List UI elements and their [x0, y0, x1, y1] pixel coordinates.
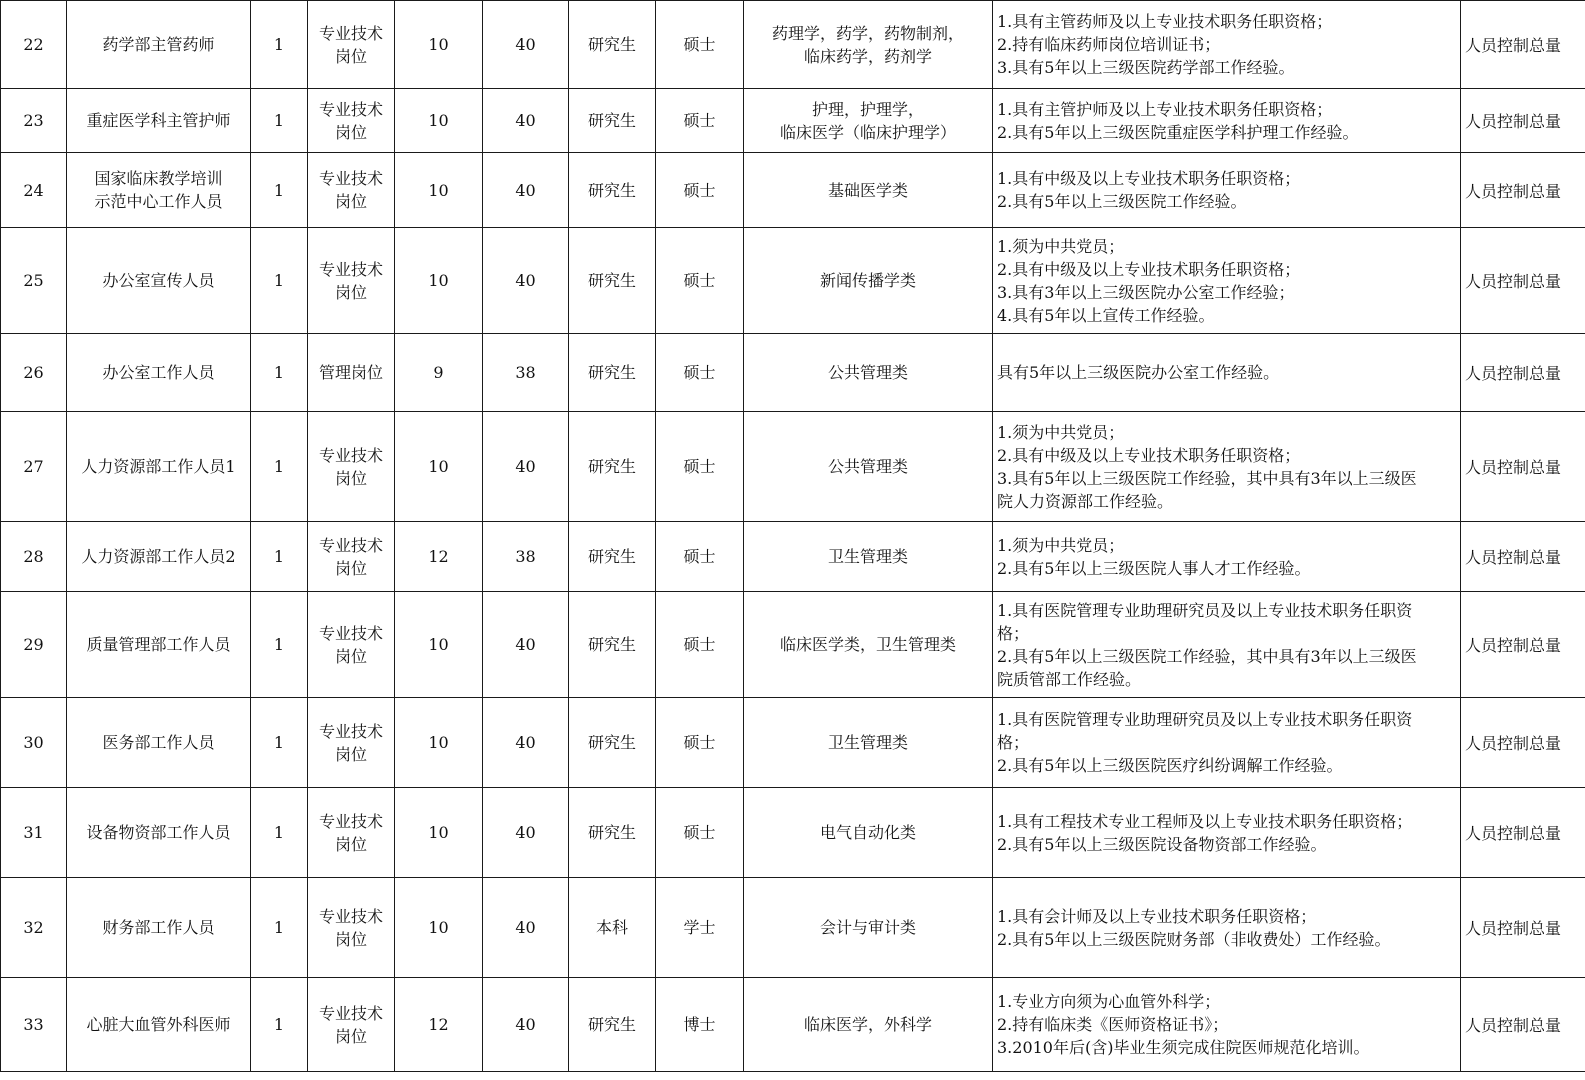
post-name-cell: [67, 978, 251, 1072]
major-cell-line: 卫生管理类: [827, 547, 908, 566]
post-name-cell: [67, 698, 251, 788]
table-row: [1, 1, 1585, 89]
post-type-cell-line: 专业技术: [318, 906, 383, 926]
post-type-cell: [308, 1, 395, 89]
age-limit-cell: 38: [483, 522, 569, 592]
education-cell: 研究生: [569, 592, 656, 698]
post-type-cell-line: 管理岗位: [318, 363, 383, 382]
post-name-cell-line: 药学部主管药师: [102, 35, 215, 54]
table-row: [1, 978, 1585, 1072]
row-number-cell: 24: [1, 153, 67, 228]
post-type-cell-line: 岗位: [334, 122, 367, 142]
post-name-cell-line: 心脏大血管外科医师: [86, 1015, 231, 1034]
requirements-cell-line: 格；: [997, 733, 1030, 752]
major-cell-line: 基础医学类: [827, 180, 908, 200]
major-cell: [744, 698, 993, 788]
major-cell-line: 临床医学，外科学: [803, 1015, 932, 1034]
table-row: [1, 592, 1585, 698]
post-type-cell-line: 岗位: [334, 192, 367, 211]
requirements-cell-line: 格；: [997, 623, 1030, 643]
post-name-cell-line: 示范中心工作人员: [94, 192, 223, 211]
age-limit-cell: 38: [483, 334, 569, 412]
requirements-cell-line: 2.具有5年以上三级医院工作经验。: [997, 192, 1247, 211]
post-grade-cell: 10: [395, 592, 483, 698]
post-name-cell: [67, 334, 251, 412]
headcount-cell: 1: [251, 592, 308, 698]
major-cell: [744, 89, 993, 153]
post-type-cell-line: 岗位: [334, 929, 367, 949]
table-row: [1, 412, 1585, 522]
post-type-cell: [308, 89, 395, 153]
row-number-cell: 27: [1, 412, 67, 522]
post-name-cell-line: 办公室宣传人员: [102, 271, 215, 290]
post-name-cell: [67, 1, 251, 89]
requirements-cell-line: 院人力资源部工作经验。: [997, 491, 1174, 511]
headcount-cell: 1: [251, 978, 308, 1072]
headcount-cell: 1: [251, 698, 308, 788]
requirements-cell: [993, 978, 1461, 1072]
post-type-cell-line: 专业技术: [318, 445, 383, 465]
requirements-cell-line: 2.具有中级及以上专业技术职务任职资格；: [997, 445, 1301, 465]
post-name-cell-line: 办公室工作人员: [102, 363, 215, 382]
post-name-cell: [67, 592, 251, 698]
post-type-cell-line: 专业技术: [318, 721, 383, 741]
staffing-note-cell: 人员控制总量: [1461, 878, 1585, 978]
major-cell-line: 会计与审计类: [819, 918, 916, 937]
headcount-cell: 1: [251, 878, 308, 978]
requirements-cell-line: 1.具有主管药师及以上专业技术职务任职资格；: [997, 12, 1333, 31]
major-cell: [744, 1, 993, 89]
staffing-note-cell: 人员控制总量: [1461, 698, 1585, 788]
age-limit-cell: 40: [483, 1, 569, 89]
major-cell: [744, 978, 993, 1072]
table-body: [1, 1, 1585, 1072]
education-cell: 研究生: [569, 228, 656, 334]
degree-cell: 硕士: [656, 89, 744, 153]
requirements-cell-line: 1.具有工程技术专业工程师及以上专业技术职务任职资格；: [997, 811, 1413, 831]
post-name-cell: [67, 878, 251, 978]
requirements-cell: [993, 1, 1461, 89]
post-grade-cell: 10: [395, 1, 483, 89]
post-type-cell: [308, 334, 395, 412]
post-name-cell-line: 国家临床教学培训: [94, 169, 223, 188]
row-number-cell: 25: [1, 228, 67, 334]
education-cell: 研究生: [569, 153, 656, 228]
requirements-cell-line: 3.具有5年以上三级医院工作经验，其中具有3年以上三级医: [997, 468, 1417, 488]
requirements-cell: [993, 412, 1461, 522]
requirements-cell: [993, 228, 1461, 334]
post-type-cell-line: 专业技术: [318, 23, 383, 43]
requirements-cell-line: 1.具有医院管理专业助理研究员及以上专业技术职务任职资: [997, 710, 1413, 729]
major-cell-line: 新闻传播学类: [819, 271, 916, 290]
post-type-cell: [308, 592, 395, 698]
post-name-cell-line: 重症医学科主管护师: [86, 111, 231, 130]
post-grade-cell: 10: [395, 412, 483, 522]
requirements-cell: [993, 89, 1461, 153]
post-name-cell-line: 财务部工作人员: [102, 918, 215, 937]
degree-cell: 学士: [656, 878, 744, 978]
headcount-cell: 1: [251, 412, 308, 522]
post-type-cell-line: 专业技术: [318, 623, 383, 643]
post-type-cell-line: 专业技术: [318, 1003, 383, 1023]
headcount-cell: 1: [251, 228, 308, 334]
requirements-cell-line: 1.须为中共党员；: [997, 236, 1125, 256]
row-number-cell: 22: [1, 1, 67, 89]
row-number-cell: 32: [1, 878, 67, 978]
post-type-cell-line: 专业技术: [318, 169, 383, 188]
row-number-cell: 31: [1, 788, 67, 878]
post-type-cell-line: 岗位: [334, 282, 367, 302]
education-cell: 研究生: [569, 1, 656, 89]
education-cell: 研究生: [569, 698, 656, 788]
post-grade-cell: 10: [395, 698, 483, 788]
headcount-cell: 1: [251, 1, 308, 89]
table-row: [1, 89, 1585, 153]
requirements-cell-line: 3.具有3年以上三级医院办公室工作经验；: [997, 282, 1295, 302]
requirements-cell-line: 2.具有5年以上三级医院人事人才工作经验。: [997, 558, 1311, 578]
table-row: [1, 698, 1585, 788]
major-cell-line: 公共管理类: [827, 363, 908, 382]
major-cell: [744, 412, 993, 522]
requirements-cell-line: 1.具有会计师及以上专业技术职务任职资格；: [997, 906, 1317, 926]
age-limit-cell: 40: [483, 698, 569, 788]
education-cell: 研究生: [569, 522, 656, 592]
post-type-cell: [308, 153, 395, 228]
major-cell-line: 公共管理类: [827, 457, 908, 476]
major-cell: [744, 522, 993, 592]
post-type-cell: [308, 698, 395, 788]
requirements-cell-line: 1.须为中共党员；: [997, 535, 1125, 555]
age-limit-cell: 40: [483, 788, 569, 878]
age-limit-cell: 40: [483, 153, 569, 228]
degree-cell: 硕士: [656, 334, 744, 412]
post-type-cell-line: 专业技术: [318, 811, 383, 831]
post-type-cell-line: 岗位: [334, 834, 367, 854]
age-limit-cell: 40: [483, 878, 569, 978]
post-grade-cell: 10: [395, 153, 483, 228]
degree-cell: 硕士: [656, 1, 744, 89]
post-type-cell-line: 岗位: [334, 1026, 367, 1046]
post-type-cell-line: 岗位: [334, 558, 367, 578]
degree-cell: 硕士: [656, 788, 744, 878]
post-name-cell-line: 设备物资部工作人员: [86, 823, 231, 842]
post-name-cell-line: 人力资源部工作人员2: [81, 547, 236, 566]
post-name-cell: [67, 412, 251, 522]
degree-cell: 硕士: [656, 698, 744, 788]
post-type-cell-line: 专业技术: [318, 259, 383, 279]
requirements-cell: [993, 592, 1461, 698]
post-name-cell-line: 医务部工作人员: [102, 733, 215, 752]
education-cell: 研究生: [569, 978, 656, 1072]
post-type-cell: [308, 978, 395, 1072]
staffing-note-cell: 人员控制总量: [1461, 788, 1585, 878]
education-cell: 研究生: [569, 334, 656, 412]
requirements-cell-line: 2.具有5年以上三级医院财务部（非收费处）工作经验。: [997, 929, 1391, 949]
table-row: [1, 334, 1585, 412]
major-cell-line: 电气自动化类: [819, 823, 916, 842]
requirements-cell: [993, 698, 1461, 788]
staffing-note-cell: 人员控制总量: [1461, 522, 1585, 592]
table-row: [1, 878, 1585, 978]
age-limit-cell: 40: [483, 228, 569, 334]
education-cell: 本科: [569, 878, 656, 978]
post-type-cell-line: 岗位: [334, 744, 367, 764]
row-number-cell: 30: [1, 698, 67, 788]
major-cell-line: 临床医学类，卫生管理类: [779, 635, 956, 654]
requirements-cell-line: 1.须为中共党员；: [997, 422, 1125, 442]
post-grade-cell: 12: [395, 978, 483, 1072]
post-type-cell-line: 岗位: [334, 468, 367, 488]
major-cell: [744, 334, 993, 412]
requirements-cell: [993, 522, 1461, 592]
post-type-cell: [308, 878, 395, 978]
post-grade-cell: 10: [395, 788, 483, 878]
requirements-cell-line: 4.具有5年以上宣传工作经验。: [997, 305, 1215, 325]
requirements-cell: [993, 878, 1461, 978]
row-number-cell: 33: [1, 978, 67, 1072]
age-limit-cell: 40: [483, 412, 569, 522]
requirements-cell-line: 2.具有5年以上三级医院工作经验，其中具有3年以上三级医: [997, 646, 1417, 666]
headcount-cell: 1: [251, 334, 308, 412]
post-type-cell: [308, 412, 395, 522]
requirements-cell-line: 1.具有中级及以上专业技术职务任职资格；: [997, 169, 1301, 188]
row-number-cell: 29: [1, 592, 67, 698]
post-name-cell-line: 质量管理部工作人员: [86, 635, 231, 654]
major-cell: [744, 878, 993, 978]
major-cell: [744, 788, 993, 878]
education-cell: 研究生: [569, 89, 656, 153]
major-cell-line: 临床医学（临床护理学）: [779, 122, 956, 142]
headcount-cell: 1: [251, 522, 308, 592]
post-grade-cell: 10: [395, 878, 483, 978]
requirements-cell-line: 2.具有5年以上三级医院重症医学科护理工作经验。: [997, 122, 1359, 142]
post-type-cell: [308, 228, 395, 334]
post-name-cell-line: 人力资源部工作人员1: [81, 457, 236, 476]
post-name-cell: [67, 153, 251, 228]
row-number-cell: 26: [1, 334, 67, 412]
row-number-cell: 23: [1, 89, 67, 153]
requirements-cell-line: 1.具有医院管理专业助理研究员及以上专业技术职务任职资: [997, 600, 1413, 620]
age-limit-cell: 40: [483, 592, 569, 698]
requirements-cell-line: 3.具有5年以上三级医院药学部工作经验。: [997, 58, 1295, 77]
post-name-cell: [67, 89, 251, 153]
post-name-cell: [67, 228, 251, 334]
education-cell: 研究生: [569, 788, 656, 878]
headcount-cell: 1: [251, 788, 308, 878]
staffing-note-cell: 人员控制总量: [1461, 978, 1585, 1072]
post-type-cell-line: 专业技术: [318, 99, 383, 119]
major-cell: [744, 153, 993, 228]
requirements-cell-line: 2.持有临床药师岗位培训证书；: [997, 35, 1221, 54]
age-limit-cell: 40: [483, 978, 569, 1072]
major-cell-line: 药理学，药学，药物制剂，: [771, 23, 964, 43]
post-type-cell-line: 岗位: [334, 46, 367, 66]
major-cell: [744, 592, 993, 698]
requirements-cell-line: 2.持有临床类《医师资格证书》；: [997, 1015, 1229, 1034]
post-type-cell-line: 专业技术: [318, 535, 383, 555]
age-limit-cell: 40: [483, 89, 569, 153]
major-cell-line: 护理，护理学，: [811, 99, 924, 119]
headcount-cell: 1: [251, 153, 308, 228]
staffing-note-cell: 人员控制总量: [1461, 153, 1585, 228]
major-cell-line: 卫生管理类: [827, 733, 908, 752]
post-name-cell: [67, 522, 251, 592]
staffing-note-cell: 人员控制总量: [1461, 592, 1585, 698]
requirements-cell-line: 2.具有中级及以上专业技术职务任职资格；: [997, 259, 1301, 279]
staffing-note-cell: 人员控制总量: [1461, 228, 1585, 334]
degree-cell: 硕士: [656, 592, 744, 698]
requirements-cell-line: 院质管部工作经验。: [997, 669, 1142, 689]
requirements-cell-line: 具有5年以上三级医院办公室工作经验。: [997, 363, 1280, 382]
major-cell-line: 临床药学，药剂学: [803, 46, 932, 66]
table-row: [1, 228, 1585, 334]
headcount-cell: 1: [251, 89, 308, 153]
degree-cell: 硕士: [656, 522, 744, 592]
post-type-cell-line: 岗位: [334, 646, 367, 666]
requirements-cell-line: 2.具有5年以上三级医院设备物资部工作经验。: [997, 834, 1327, 854]
degree-cell: 硕士: [656, 153, 744, 228]
staffing-note-cell: 人员控制总量: [1461, 1, 1585, 89]
degree-cell: 博士: [656, 978, 744, 1072]
requirements-cell-line: 1.专业方向须为心血管外科学；: [997, 992, 1221, 1011]
post-type-cell: [308, 522, 395, 592]
post-name-cell: [67, 788, 251, 878]
education-cell: 研究生: [569, 412, 656, 522]
post-grade-cell: 10: [395, 228, 483, 334]
requirements-cell-line: 1.具有主管护师及以上专业技术职务任职资格；: [997, 99, 1333, 119]
degree-cell: 硕士: [656, 228, 744, 334]
table-row: [1, 788, 1585, 878]
staffing-note-cell: 人员控制总量: [1461, 89, 1585, 153]
post-type-cell: [308, 788, 395, 878]
requirements-cell-line: 3.2010年后(含)毕业生须完成住院医师规范化培训。: [997, 1038, 1370, 1057]
post-grade-cell: 9: [395, 334, 483, 412]
requirements-cell-line: 2.具有5年以上三级医院医疗纠纷调解工作经验。: [997, 756, 1343, 775]
requirements-cell: [993, 153, 1461, 228]
table-row: [1, 153, 1585, 228]
row-number-cell: 28: [1, 522, 67, 592]
table-row: [1, 522, 1585, 592]
staffing-note-cell: 人员控制总量: [1461, 334, 1585, 412]
degree-cell: 硕士: [656, 412, 744, 522]
staffing-note-cell: 人员控制总量: [1461, 412, 1585, 522]
major-cell: [744, 228, 993, 334]
post-grade-cell: 10: [395, 89, 483, 153]
requirements-cell: [993, 334, 1461, 412]
post-grade-cell: 12: [395, 522, 483, 592]
requirements-cell: [993, 788, 1461, 878]
